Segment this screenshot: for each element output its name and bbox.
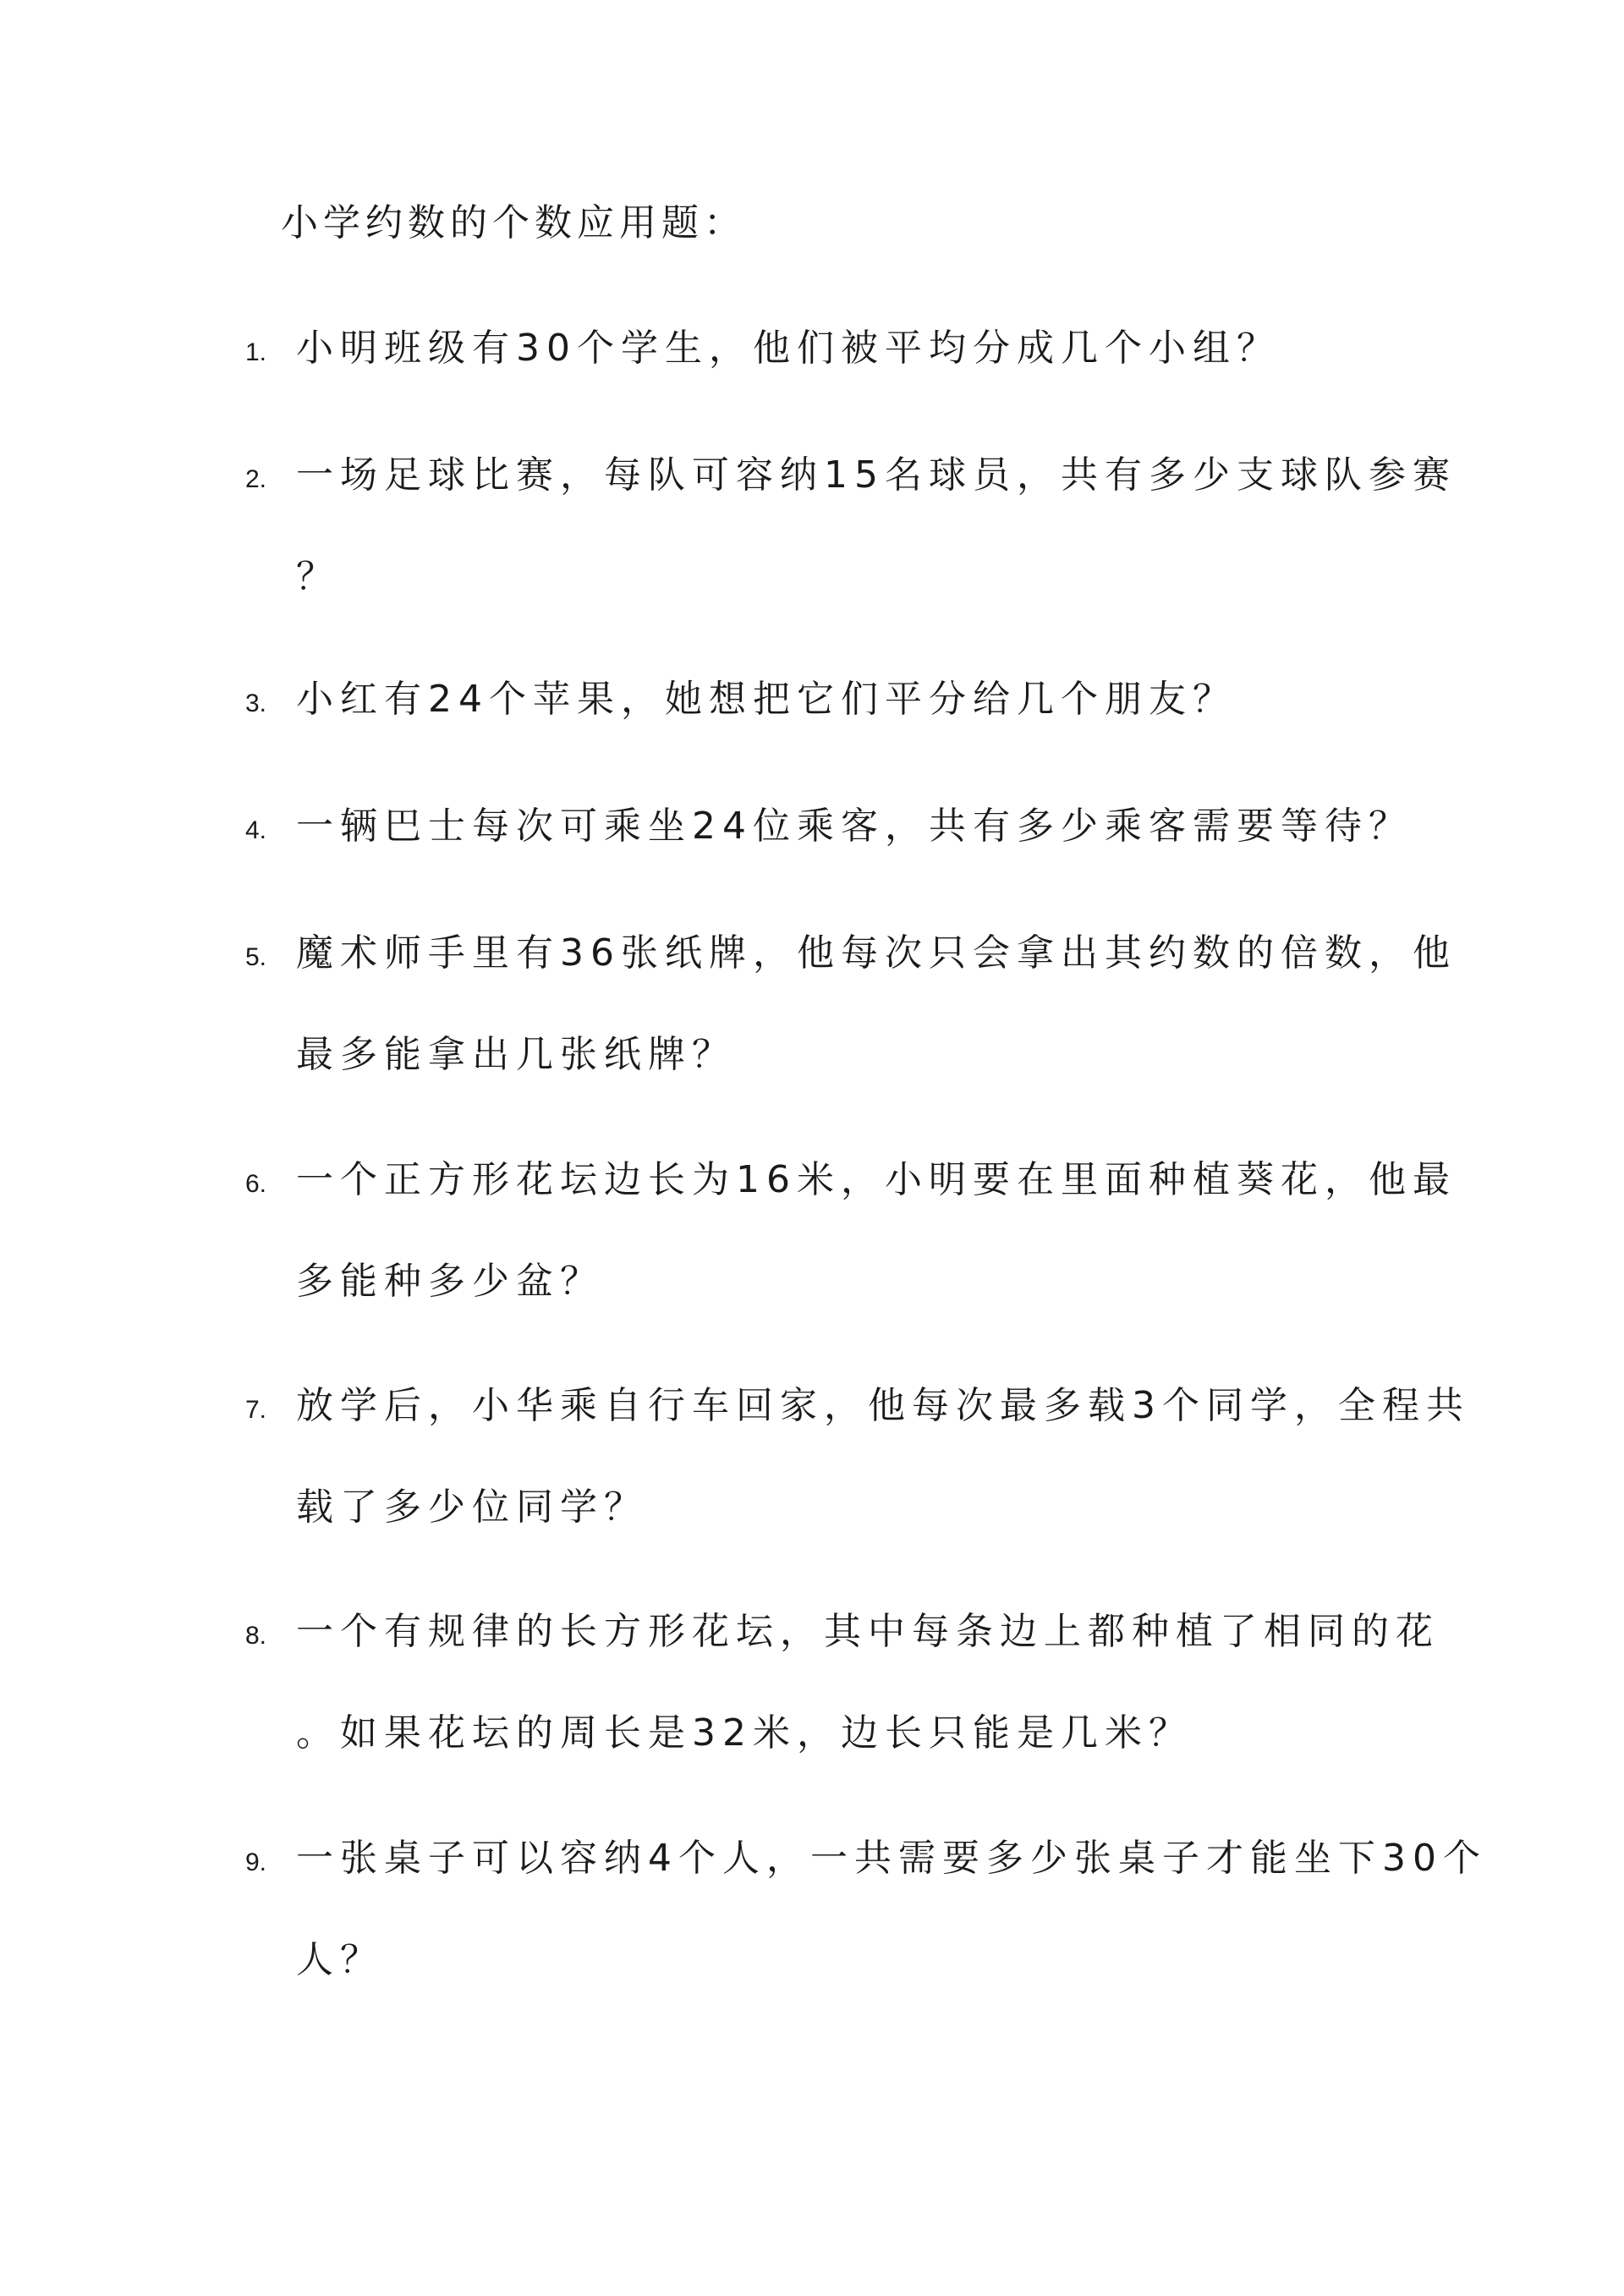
- question-text: 魔术师手里有36张纸牌，他每次只会拿出其约数的倍数，他: [296, 931, 1457, 975]
- question-number: 5.: [245, 943, 267, 971]
- question-text-continued: 多能种多少盆？: [296, 1260, 604, 1303]
- question-text-continued: ？: [296, 555, 340, 598]
- question-text: 一场足球比赛，每队可容纳15名球员，共有多少支球队参赛: [296, 453, 1457, 497]
- question-number: 3.: [245, 689, 267, 717]
- question-text-continued: 。如果花坛的周长是32米，边长只能是几米？: [296, 1711, 1193, 1755]
- question-number: 1.: [245, 338, 267, 366]
- question-text: 一个有规律的长方形花坛，其中每条边上都种植了相同的花: [296, 1610, 1440, 1653]
- document-title: 小学约数的个数应用题：: [281, 201, 746, 244]
- question-text: 一辆巴士每次可乘坐24位乘客，共有多少乘客需要等待？: [296, 805, 1413, 848]
- question-text: 小红有24个苹果，她想把它们平分给几个朋友？: [296, 678, 1237, 721]
- question-number: 4.: [245, 816, 267, 844]
- question-number: 2.: [245, 465, 267, 493]
- question-number: 7.: [245, 1396, 267, 1424]
- question-text: 放学后，小华乘自行车回家，他每次最多载3个同学，全程共: [296, 1384, 1470, 1427]
- question-text: 一个正方形花坛边长为16米，小明要在里面种植葵花，他最: [296, 1158, 1457, 1201]
- question-text: 小明班级有30个学生，他们被平均分成几个小组？: [296, 327, 1281, 370]
- question-text-continued: 人？: [296, 1938, 384, 1981]
- question-text-continued: 载了多少位同学？: [296, 1486, 648, 1529]
- question-number: 9.: [245, 1848, 267, 1876]
- question-number: 6.: [245, 1170, 267, 1198]
- question-text-continued: 最多能拿出几张纸牌？: [296, 1033, 736, 1076]
- question-text: 一张桌子可以容纳4个人，一共需要多少张桌子才能坐下30个: [296, 1837, 1487, 1880]
- question-number: 8.: [245, 1622, 267, 1650]
